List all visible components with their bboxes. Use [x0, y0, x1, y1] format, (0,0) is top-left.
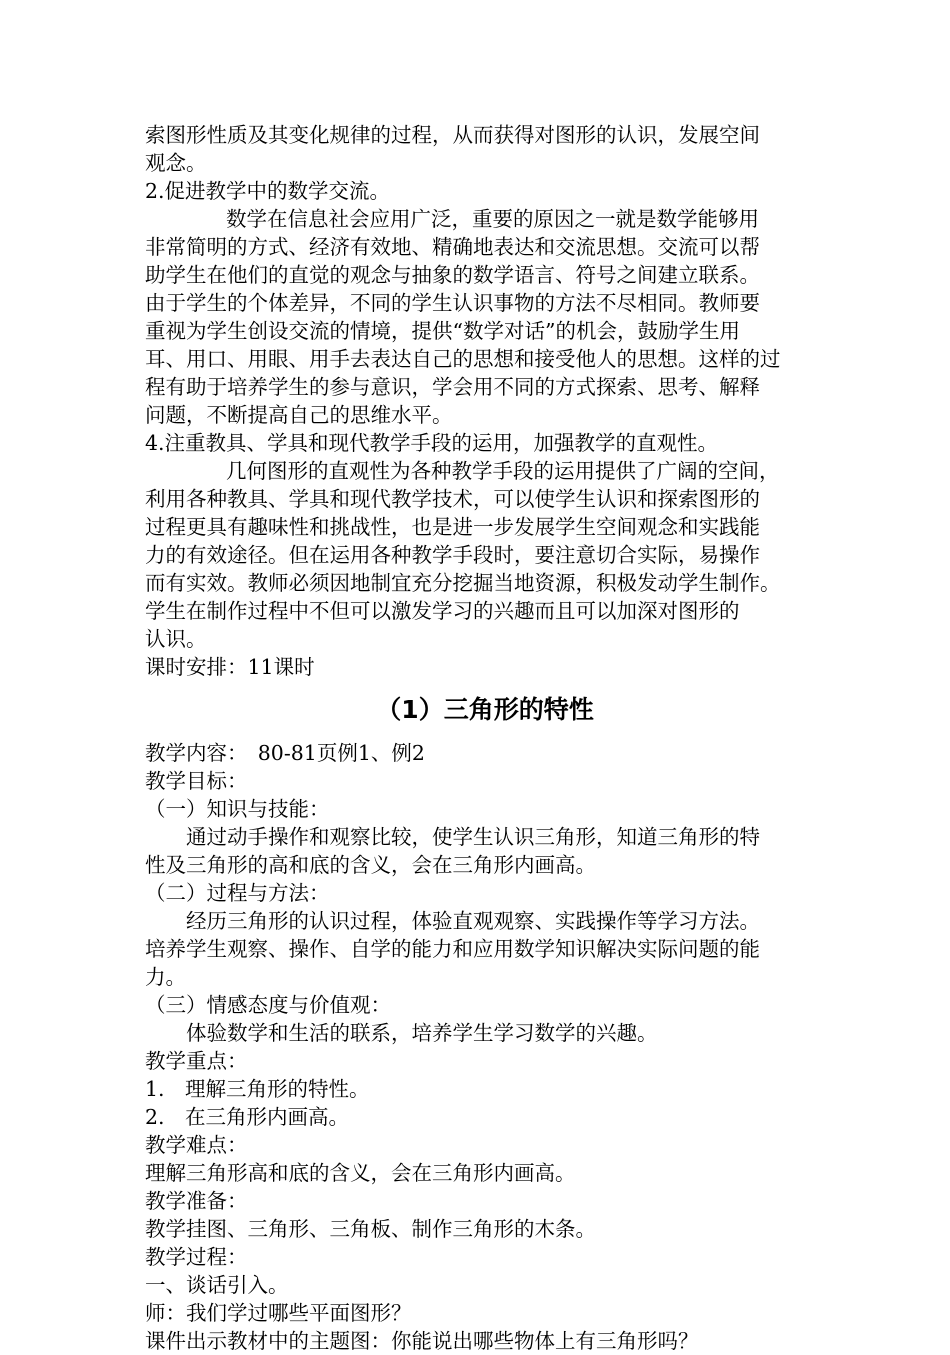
process-heading: 教学过程：: [145, 1245, 248, 1269]
goals-heading: 教学目标：: [145, 769, 248, 793]
paragraph-line: 问题，不断提高自己的思维水平。: [145, 403, 453, 427]
paragraph-line: 学生在制作过程中不但可以激发学习的兴趣而且可以加深对图形的: [145, 599, 740, 623]
paragraph-line: 重视为学生创设交流的情境，提供“数学对话”的机会，鼓励学生用: [145, 319, 740, 343]
paragraph-line: 耳、用口、用眼、用手去表达自己的思想和接受他人的思想。这样的过: [145, 347, 781, 371]
paragraph-line: 利用各种教具、学具和现代教学技术，可以使学生认识和探索图形的: [145, 487, 760, 511]
goal3-heading: （三）情感态度与价值观：: [145, 993, 391, 1017]
teaching-content: 教学内容： 80-81页例1、例2: [145, 741, 425, 765]
key-point-item: 2. 在三角形内画高。: [145, 1105, 350, 1129]
goal2-line: 经历三角形的认识过程，体验直观观察、实践操作等学习方法。: [186, 909, 760, 933]
paragraph-line: 认识。: [145, 627, 207, 651]
process-line: 师：我们学过哪些平面图形？: [145, 1301, 412, 1325]
goal1-line: 性及三角形的高和底的含义，会在三角形内画高。: [145, 853, 596, 877]
key-point-item: 1. 理解三角形的特性。: [145, 1077, 370, 1101]
paragraph-line: 几何图形的直观性为各种教学手段的运用提供了广阔的空间，: [226, 459, 780, 483]
schedule-line: 课时安排：11课时: [145, 655, 315, 679]
goal2-line: 力。: [145, 965, 186, 989]
paragraph-line: 由于学生的个体差异，不同的学生认识事物的方法不尽相同。教师要: [145, 291, 760, 315]
goal1-heading: （一）知识与技能：: [145, 797, 330, 821]
paragraph-line: 而有实效。教师必须因地制宜充分挖掘当地资源，积极发动学生制作。: [145, 571, 781, 595]
difficulty-line: 理解三角形高和底的含义，会在三角形内画高。: [145, 1161, 576, 1185]
preparation-heading: 教学准备：: [145, 1189, 248, 1213]
paragraph-line: 非常简明的方式、经济有效地、精确地表达和交流思想。交流可以帮: [145, 235, 760, 259]
paragraph-line: 过程更具有趣味性和挑战性，也是进一步发展学生空间观念和实践能: [145, 515, 760, 539]
paragraph-line: 观念。: [145, 151, 207, 175]
list-heading: 2.促进教学中的数学交流。: [145, 179, 391, 203]
paragraph-line: 力的有效途径。但在运用各种教学手段时，要注意切合实际，易操作: [145, 543, 760, 567]
paragraph-line: 索图形性质及其变化规律的过程，从而获得对图形的认识，发展空间: [145, 123, 760, 147]
lesson-title: （1）三角形的特性: [376, 695, 594, 724]
preparation-line: 教学挂图、三角形、三角板、制作三角形的木条。: [145, 1217, 596, 1241]
paragraph-line: 数学在信息社会应用广泛，重要的原因之一就是数学能够用: [226, 207, 759, 231]
key-points-heading: 教学重点：: [145, 1049, 248, 1073]
goal3-line: 体验数学和生活的联系，培养学生学习数学的兴趣。: [186, 1021, 658, 1045]
document-body: [145, 121, 825, 1355]
list-heading: 4.注重教具、学具和现代教学手段的运用，加强教学的直观性。: [145, 431, 719, 455]
process-line: 课件出示教材中的主题图：你能说出哪些物体上有三角形吗？: [145, 1329, 699, 1353]
paragraph-line: 程有助于培养学生的参与意识，学会用不同的方式探索、思考、解释: [145, 375, 760, 399]
difficulty-heading: 教学难点：: [145, 1133, 248, 1157]
process-line: 一、谈话引入。: [145, 1273, 289, 1297]
goal2-heading: （二）过程与方法：: [145, 881, 330, 905]
goal1-line: 通过动手操作和观察比较，使学生认识三角形，知道三角形的特: [186, 825, 760, 849]
goal2-line: 培养学生观察、操作、自学的能力和应用数学知识解决实际问题的能: [145, 937, 760, 961]
paragraph-line: 助学生在他们的直觉的观念与抽象的数学语言、符号之间建立联系。: [145, 263, 760, 287]
